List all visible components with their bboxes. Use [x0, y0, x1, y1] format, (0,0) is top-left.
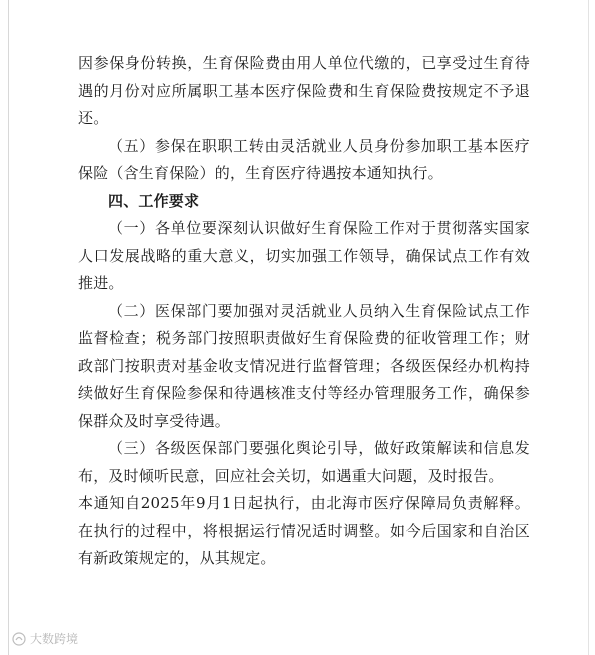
document-body: [78, 50, 530, 573]
paragraph-requirement-2: （二）医保部门要加强对灵活就业人员纳入生育保险试点工作监督检查；税务部门按照职责做好生育保险费的征收管理工作；财政部门按职责对基金收支情况进行监督管理；各级医保经办机构持续做好生育保险参保和待遇核准支付等经办管理服务工作，确保参保群众及时享受待遇。: [78, 301, 530, 430]
section-heading-work-requirements: 四、工作要求: [108, 191, 200, 210]
page-border-left: [8, 0, 9, 655]
paragraph-item-5: （五）参保在职职工转由灵活就业人员身份参加职工基本医疗保险（含生育保险）的，生育医疗待遇按本通知执行。: [78, 136, 530, 182]
page-border-right: [588, 0, 589, 655]
paragraph-continuation: 因参保身份转换，生育保险费由用人单位代缴的，已享受过生育待遇的月份对应所属职工基本医疗保险费和生育保险费按规定不予退还。: [78, 54, 530, 127]
watermark-text: 大数跨境: [30, 632, 79, 646]
paragraph-requirement-3: （三）各级医保部门要强化舆论引导，做好政策解读和信息发布，及时倾听民意，回应社会关切，如遇重大问题，及时报告。: [78, 439, 530, 485]
watermark-logo-icon: [12, 632, 26, 646]
paragraph-requirement-1: （一）各单位要深刻认识做好生育保险工作对于贯彻落实国家人口发展战略的重大意义，切实加强工作领导，确保试点工作有效推进。: [78, 219, 530, 292]
watermark: [12, 630, 78, 647]
paragraph-effective-date: 本通知自2025年9月1日起执行，由北海市医疗保障局负责解释。在执行的过程中，将根据运行情况适时调整。如今后国家和自治区有新政策规定的，从其规定。: [78, 494, 530, 567]
